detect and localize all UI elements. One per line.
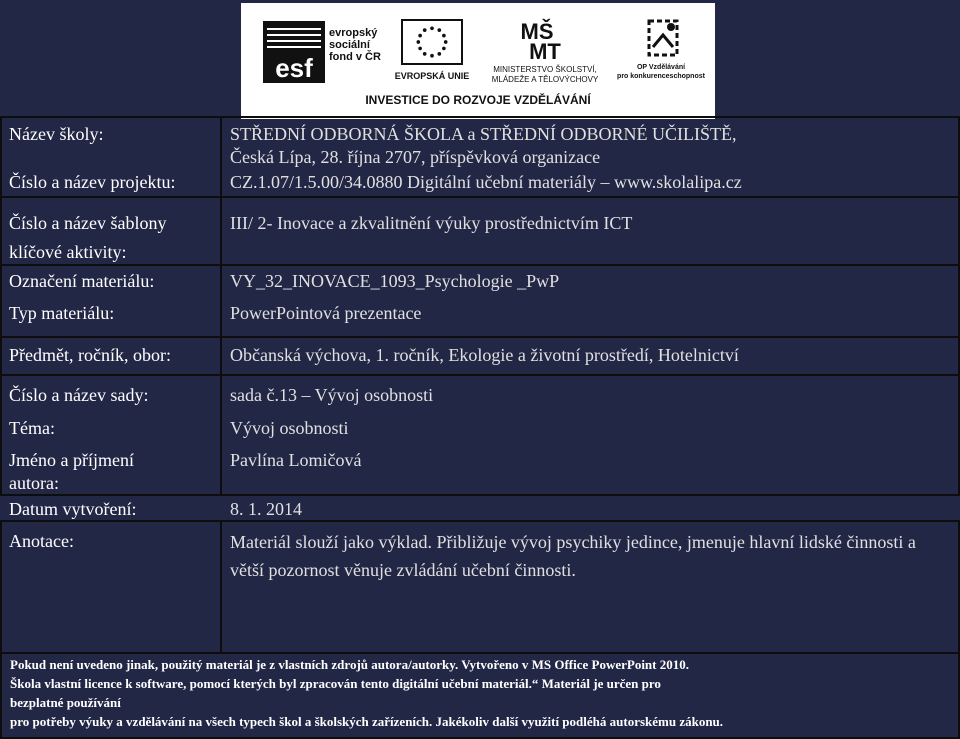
- msmt-mark-icon: [505, 17, 569, 61]
- footer-line-3: bezplatné používání: [10, 695, 121, 710]
- esf-text: evropský sociální fond v ČR: [329, 27, 381, 63]
- annotation-value: Materiál slouží jako výklad. Přibližuje vývoj psychiky jedince, jmenuje hlavní lidské činnosti a větší pozornost věnuje zvládání učební činnosti.: [230, 532, 916, 580]
- op-mark-icon: [643, 17, 683, 59]
- esf-logo: [263, 21, 395, 83]
- logo-banner: [241, 3, 715, 119]
- banner-caption: INVESTICE DO ROZVOJE VZDĚLÁVÁNÍ: [365, 93, 591, 107]
- author-value: Pavlína Lomičová: [230, 450, 362, 470]
- msmt-text: MINISTERSTVO ŠKOLSTVÍ, MLÁDEŽE A TĚLOVÝCHOVY: [491, 65, 599, 84]
- school-name-value-line2: Česká Lípa, 28. října 2707, příspěvková organizace: [230, 147, 601, 167]
- svg-text:MT: MT: [529, 39, 561, 61]
- template-label-line1: Číslo a název šablony: [9, 213, 167, 233]
- subject-label: Předmět, ročník, obor:: [9, 345, 171, 365]
- template-label-line2: klíčové aktivity:: [9, 242, 127, 262]
- project-value: CZ.1.07/1.5.00/34.0880 Digitální učební materiály – www.skolalipa.cz: [230, 172, 742, 192]
- subject-value: Občanská výchova, 1. ročník, Ekologie a životní prostředí, Hotelnictví: [230, 345, 739, 365]
- msmt-logo: [479, 17, 611, 91]
- template-value: III/ 2- Inovace a zkvalitnění výuky prostřednictvím ICT: [230, 213, 633, 233]
- footer-text: [10, 655, 950, 731]
- marking-label: Označení materiálu:: [9, 271, 155, 291]
- svg-text:MŠ: MŠ: [520, 19, 554, 44]
- op-logo: [617, 17, 705, 91]
- topic-label: Téma:: [9, 418, 55, 438]
- school-name-label: Název školy:: [9, 124, 104, 144]
- op-text: OP Vzdělávání pro konkurenceschopnost: [617, 64, 705, 80]
- eu-label: EVROPSKÁ UNIE: [394, 71, 470, 81]
- marking-value: VY_32_INOVACE_1093_Psychologie _PwP: [230, 271, 560, 291]
- author-label-line1: Jméno a příjmení: [9, 450, 134, 470]
- project-label: Číslo a název projektu:: [9, 172, 176, 192]
- type-value: PowerPointová prezentace: [230, 303, 422, 323]
- eu-flag-icon: [401, 19, 463, 65]
- footer-line-2: Škola vlastní licence k software, pomocí kterých byl zpracován tento digitální učební materiál.“ Materiál je určen pro: [10, 676, 661, 691]
- topic-value: Vývoj osobnosti: [230, 418, 349, 438]
- created-label: Datum vytvoření:: [9, 499, 137, 519]
- esf-mark-icon: [263, 21, 325, 83]
- svg-text:esf: esf: [275, 53, 313, 83]
- footer-line-1: Pokud není uvedeno jinak, použitý materiál je z vlastních zdrojů autora/autorky. Vytvořeno v MS Office PowerPoint 2010.: [10, 657, 689, 672]
- type-label: Typ materiálu:: [9, 303, 115, 323]
- school-name-value-line1: STŘEDNÍ ODBORNÁ ŠKOLA a STŘEDNÍ ODBORNÉ UČILIŠTĚ,: [230, 124, 737, 144]
- author-label-line2: autora:: [9, 473, 59, 493]
- created-value: 8. 1. 2014: [230, 499, 302, 519]
- annotation-label: Anotace:: [9, 531, 74, 551]
- set-label: Číslo a název sady:: [9, 385, 149, 405]
- footer-line-4: pro potřeby výuky a vzdělávání na všech typech škol a školských zařízeních. Jakékoliv další využití podléhá autorskému zákonu.: [10, 714, 724, 729]
- eu-logo: [391, 17, 473, 87]
- set-value: sada č.13 – Vývoj osobnosti: [230, 385, 434, 405]
